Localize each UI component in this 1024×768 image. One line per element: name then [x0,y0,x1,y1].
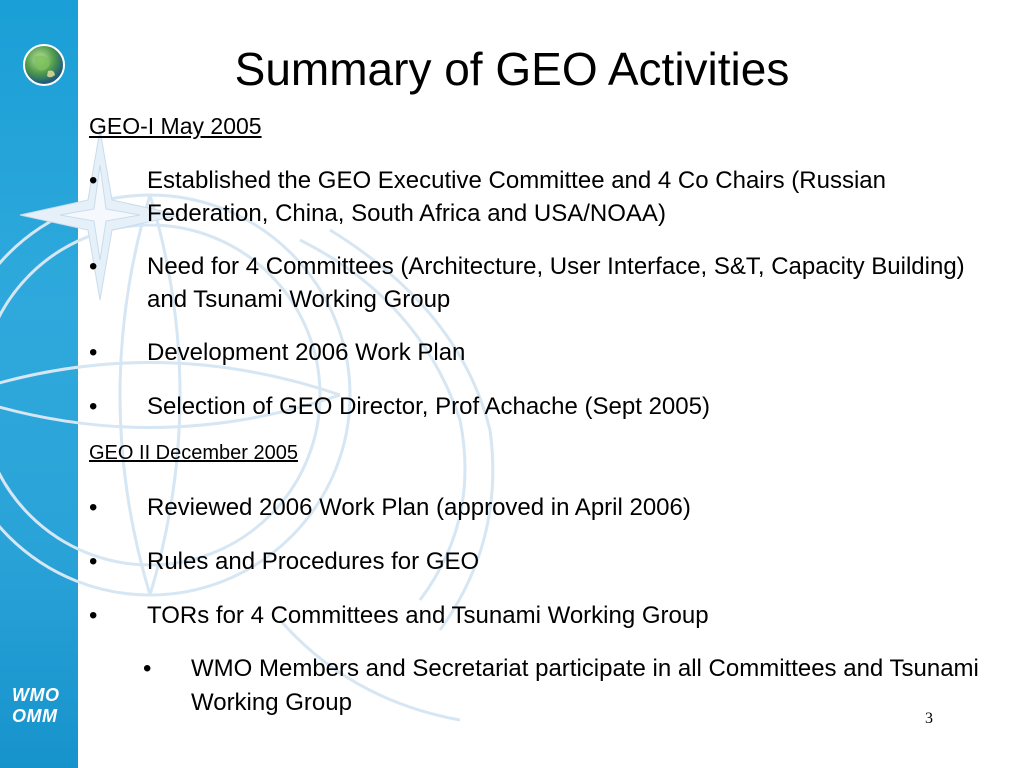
bullet-glyph: • [89,339,98,366]
section-heading-geo-ii: GEO II December 2005 [89,442,298,464]
sub-list-item [89,652,989,720]
bullet-glyph: • [89,494,98,521]
wmo-omm-logo [12,685,72,727]
bullet-glyph: • [143,655,152,682]
logo-line-wmo: WMO [12,685,60,705]
bullet-text: Reviewed 2006 Work Plan (approved in April 2006) [147,494,691,521]
bullet-text: Development 2006 Work Plan [147,339,466,366]
section-heading-geo-i: GEO-I May 2005 [89,113,262,139]
bullet-glyph: • [89,393,98,420]
list-item [89,164,989,230]
bullet-glyph: • [89,602,98,629]
bullet-text: Need for 4 Committees (Architecture, User Interface, S&T, Capacity Building) and Tsunami Working Group [147,253,965,313]
bullet-glyph: • [89,253,98,280]
bullet-text: Established the GEO Executive Committee and 4 Co Chairs (Russian Federation, China, South Africa and USA/NOAA) [147,167,886,227]
list-item [89,390,989,423]
bullet-text: TORs for 4 Committees and Tsunami Working Group [147,602,709,629]
bullet-text: Selection of GEO Director, Prof Achache (Sept 2005) [147,393,710,420]
list-item [89,491,989,524]
logo-line-omm: OMM [12,706,58,726]
slide-title: Summary of GEO Activities [234,43,790,95]
slide-body [89,110,989,720]
sub-bullet-text: WMO Members and Secretariat participate in all Committees and Tsunami Working Group [191,655,979,716]
list-item [89,250,989,316]
list-item [89,599,989,632]
list-item [89,545,989,578]
bullet-glyph: • [89,167,98,194]
page-number: 3 [925,710,933,727]
bullet-glyph: • [89,548,98,575]
list-item [89,336,989,369]
bullet-text: Rules and Procedures for GEO [147,548,480,575]
